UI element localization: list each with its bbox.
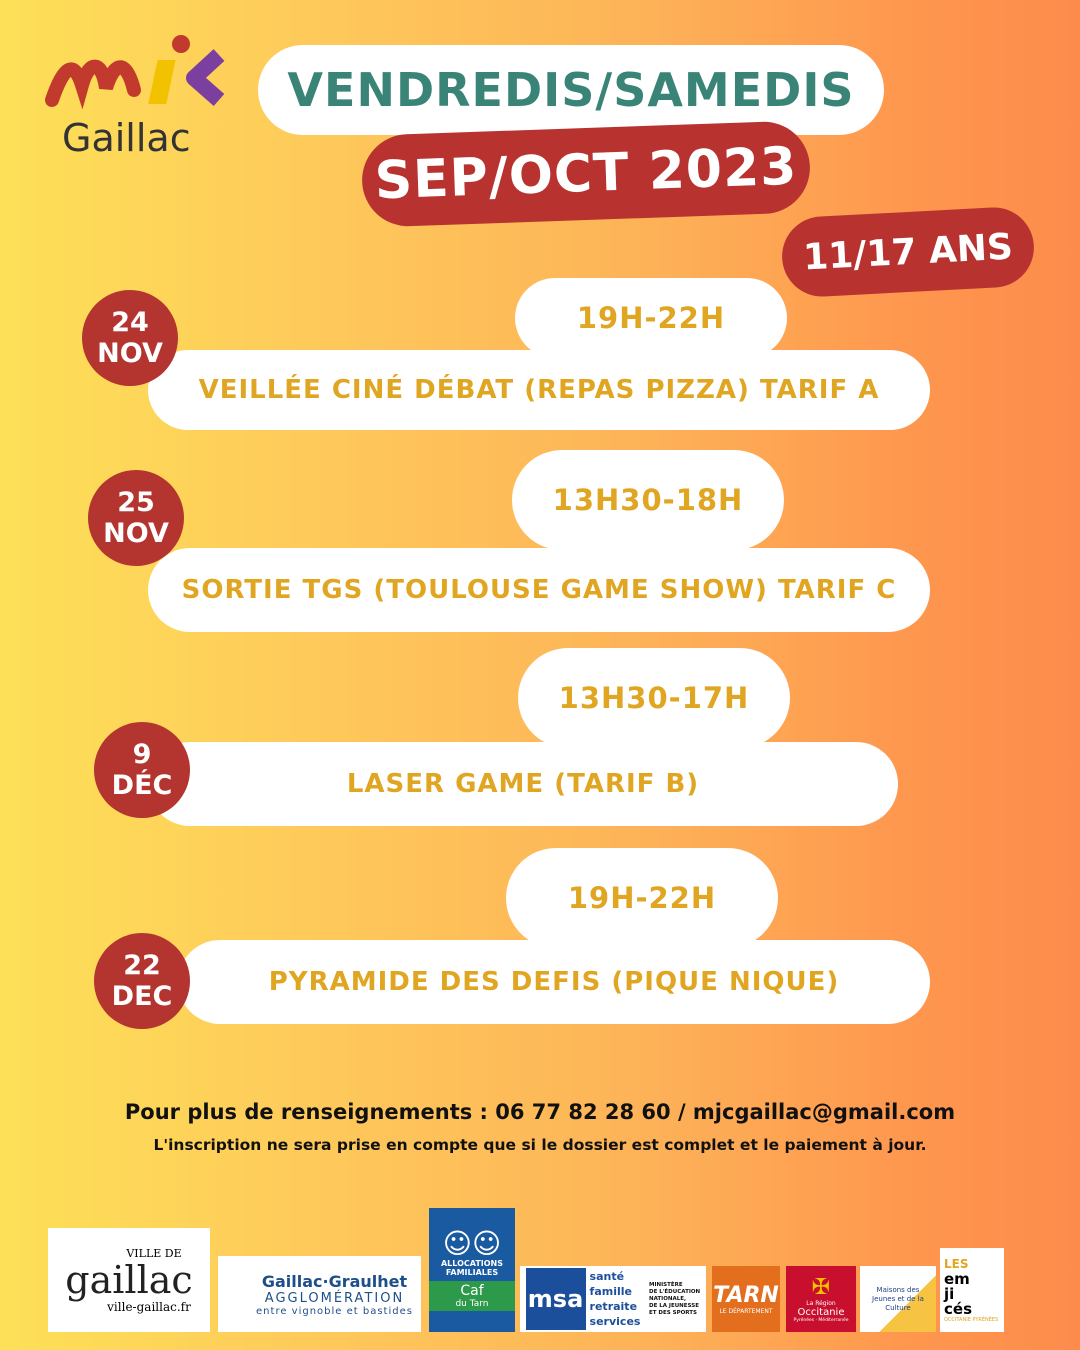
msa-l2: famille <box>589 1285 632 1298</box>
caf-line2: FAMILIALES <box>445 1268 499 1277</box>
event-4-time: 19H-22H <box>567 881 717 915</box>
caf-name: Caf <box>460 1283 484 1299</box>
event-2-time: 13H30-18H <box>552 483 744 517</box>
event-2-time-pill <box>512 450 784 550</box>
event-3-title-pill <box>148 742 898 826</box>
occitanie-cross-icon: ✠ <box>811 1274 831 1300</box>
event-1-day: 24 <box>111 306 149 338</box>
event-1-time-pill <box>515 278 787 358</box>
maisons-line2: Jeunes et de la <box>872 1294 924 1303</box>
contact-info: Pour plus de renseignements : 06 77 82 28 60 / mjcgaillac@gmail.com <box>124 1100 956 1124</box>
event-1-title: VEILLÉE CINÉ DÉBAT (REPAS PIZZA) TARIF A <box>198 375 880 405</box>
event-3-month: DÉC <box>111 770 173 801</box>
event-4-time-pill <box>506 848 778 948</box>
age-text: 11/17 ANS <box>802 226 1014 278</box>
logo-occitanie <box>786 1266 856 1332</box>
caf-line1: ALLOCATIONS <box>440 1259 504 1268</box>
event-4-title-pill <box>178 940 930 1024</box>
msa-l1: santé <box>589 1270 625 1283</box>
event-1-month: NOV <box>97 338 163 369</box>
logo-emjices <box>940 1248 1004 1332</box>
caf-people-icon: ☺☺ <box>442 1227 502 1260</box>
event-3-time: 13H30-17H <box>558 681 750 715</box>
event-2-date <box>88 470 184 566</box>
age-badge <box>780 205 1036 298</box>
msa-l4: services <box>589 1315 641 1328</box>
msa-name: msa <box>526 1268 586 1330</box>
agglo-name: Gaillac·Graulhet <box>261 1271 408 1291</box>
ville-url: ville-gaillac.fr <box>107 1299 191 1314</box>
logo-tarn <box>712 1266 780 1332</box>
ministere-l2: DE L'ÉDUCATION <box>649 1288 701 1295</box>
days-text: VENDREDIS/SAMEDIS <box>287 63 855 117</box>
mjc-logo-icon <box>44 30 234 120</box>
agglo-sub: AGGLOMÉRATION <box>264 1290 405 1306</box>
logo-ville-gaillac <box>48 1228 210 1332</box>
emjices-l1: LES <box>944 1256 969 1271</box>
agglo-tagline: entre vignoble et bastides <box>256 1305 413 1317</box>
maisons-line3: Culture <box>885 1303 911 1312</box>
event-3-title: LASER GAME (TARIF B) <box>346 769 700 799</box>
period-banner <box>361 120 812 228</box>
event-2-month: NOV <box>103 518 169 549</box>
event-3-time-pill <box>518 648 790 748</box>
ville-line1: VILLE DE <box>126 1246 182 1260</box>
ville-name: gaillac <box>65 1257 193 1302</box>
registration-note: L'inscription ne sera prise en compte que si le dossier est complet et le paiement à jour. <box>153 1136 927 1154</box>
ministere-l1: MINISTÈRE <box>649 1281 683 1288</box>
tarn-sub: LE DÉPARTEMENT <box>719 1308 773 1315</box>
occitanie-name: Occitanie <box>797 1306 845 1318</box>
occitanie-line1: La Région <box>806 1299 836 1307</box>
mjc-logo-text: Gaillac <box>62 116 191 160</box>
event-2-title-pill <box>148 548 930 632</box>
event-4-title: PYRAMIDE DES DEFIS (PIQUE NIQUE) <box>268 967 840 997</box>
msa-l3: retraite <box>589 1300 638 1313</box>
emjices-l3: ji <box>944 1284 955 1303</box>
emjices-sub: OCCITANIE PYRÉNÉES <box>944 1316 999 1323</box>
ministere-l5: ET DES SPORTS <box>649 1309 697 1316</box>
event-3-day: 9 <box>132 738 152 770</box>
occitanie-sub: Pyrénées · Méditerranée <box>793 1317 849 1323</box>
days-banner <box>258 45 884 135</box>
caf-sub: du Tarn <box>455 1299 489 1309</box>
mjc-logo <box>44 30 234 160</box>
maisons-line1: Maisons des <box>876 1285 920 1294</box>
ministere-l3: NATIONALE, <box>649 1295 687 1302</box>
event-1-title-pill <box>148 350 930 430</box>
event-4-date <box>94 933 190 1029</box>
event-1-date <box>82 290 178 386</box>
tarn-name: TARN <box>713 1283 779 1308</box>
period-text: SEP/OCT 2023 <box>373 136 799 212</box>
emjices-l2: em <box>944 1269 970 1288</box>
event-4-month: DEC <box>111 981 173 1012</box>
ministere-l4: DE LA JEUNESSE <box>649 1302 699 1309</box>
logo-msa <box>520 1266 646 1332</box>
logo-ministere <box>646 1266 706 1332</box>
event-2-day: 25 <box>117 486 155 518</box>
logo-caf <box>429 1208 515 1332</box>
event-2-title: SORTIE TGS (TOULOUSE GAME SHOW) TARIF C <box>181 575 897 605</box>
event-4-day: 22 <box>123 949 161 981</box>
event-1-time: 19H-22H <box>576 301 726 335</box>
event-3-date <box>94 722 190 818</box>
logo-agglo <box>218 1256 421 1332</box>
emjices-l4: cés <box>944 1299 972 1318</box>
logo-maisons-jeunes <box>860 1266 936 1332</box>
